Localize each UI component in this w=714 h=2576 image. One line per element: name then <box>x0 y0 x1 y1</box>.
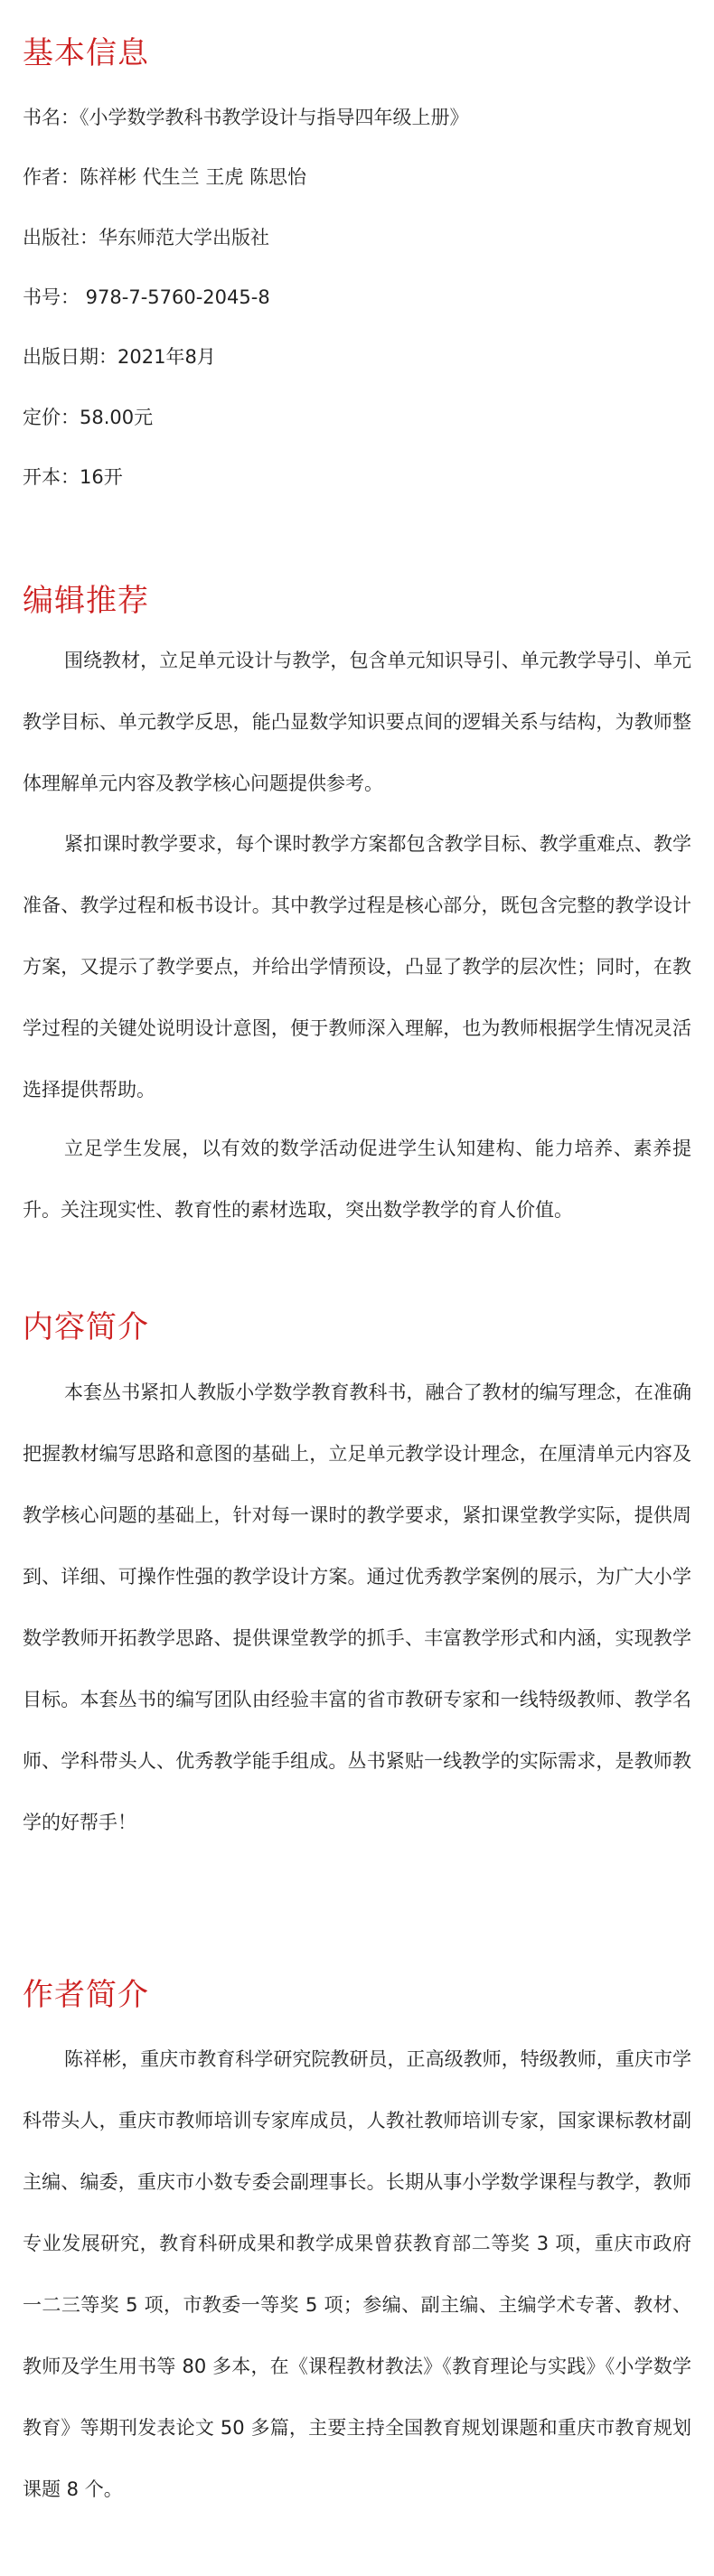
editor-recommend-paragraph-1: 围绕教材，立足单元设计与教学，包含单元知识导引、单元教学导引、单元教学目标、单元教学反思，能凸显数学知识要点间的逻辑关系与结构，为教师整体理解单元内容及教学核心问题提供参考。 <box>23 650 691 794</box>
content-intro-heading: 内容简介 <box>23 1309 149 1345</box>
basic-info-heading: 基本信息 <box>23 35 149 71</box>
editor-recommend-paragraph-2: 紧扣课时教学要求，每个课时教学方案都包含教学目标、教学重难点、教学准备、教学过程和板书设计。其中教学过程是核心部分，既包含完整的教学设计方案，又提示了教学要点，并给出学情预设，凸显了教学的层次性；同时，在教学过程的关键处说明设计意图，便于教师深入理解，也为教师根据学生情况灵活选择提供帮助。 <box>23 833 691 1101</box>
editor-recommend-paragraph-3: 立足学生发展，以有效的数学活动促进学生认知建构、能力培养、素养提升。关注现实性、教育性的素材选取，突出数学教学的育人价值。 <box>23 1138 691 1221</box>
authors-line: 作者：陈祥彬 代生兰 王虎 陈思怡 <box>23 166 307 188</box>
author-intro-heading: 作者简介 <box>23 1977 149 2013</box>
format-line: 开本：16开 <box>23 466 123 488</box>
author-intro-paragraph: 陈祥彬，重庆市教育科学研究院教研员，正高级教师，特级教师，重庆市学科带头人，重庆市教师培训专家库成员，人教社教师培训专家，国家课标教材副主编、编委，重庆市小数专委会副理事长。长期从事小学数学课程与教学，教师专业发展研究，教育科研成果和教学成果曾获教育部二等奖 3 项，重庆市政府一二三等奖 5 项，市教委一等奖 5 项；参编、副主编、主编学术专著、教材、教师及学生用书等 80 多本，在《课程教材教法》《教育理论与实践》《小学数学教育》等期刊发表论文 50 多篇，主要主持全国教育规划课题和重庆市教育规划课题 8 个。 <box>23 2048 691 2500</box>
publisher-line: 出版社：华东师范大学出版社 <box>23 227 269 248</box>
editor-recommend-heading: 编辑推荐 <box>23 583 149 619</box>
content-intro-paragraph: 本套丛书紧扣人教版小学数学教育教科书，融合了教材的编写理念，在准确把握教材编写思路和意图的基础上，立足单元教学设计理念，在厘清单元内容及教学核心问题的基础上，针对每一课时的教学要求，紧扣课堂教学实际，提供周到、详细、可操作性强的教学设计方案。通过优秀教学案例的展示，为广大小学数学教师开拓教学思路、提供课堂教学的抓手、丰富教学形式和内涵，实现教学目标。本套丛书的编写团队由经验丰富的省市教研专家和一线特级教师、教学名师、学科带头人、优秀教学能手组成。丛书紧贴一线教学的实际需求，是教师教学的好帮手！ <box>23 1382 691 1833</box>
publish-date-line: 出版日期：2021年8月 <box>23 346 216 368</box>
isbn-line: 书号： 978-7-5760-2045-8 <box>23 286 270 308</box>
book-title-line: 书名：《小学数学教科书教学设计与指导四年级上册》 <box>23 107 469 128</box>
price-line: 定价：58.00元 <box>23 407 154 428</box>
